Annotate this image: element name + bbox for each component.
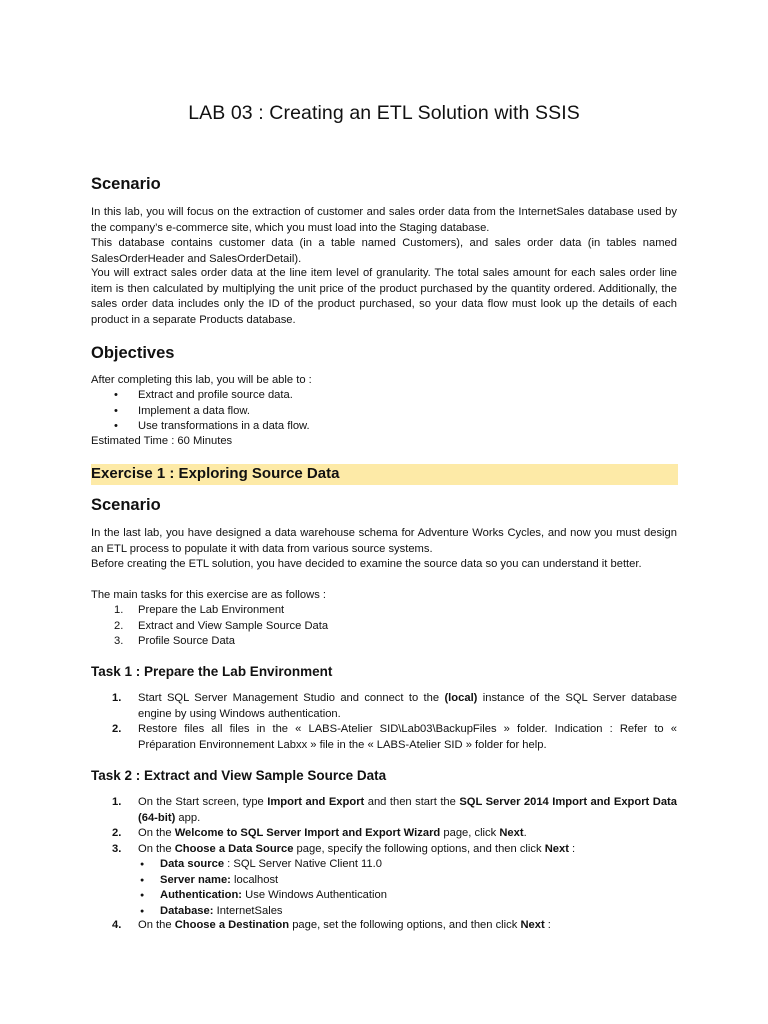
data-source-options <box>160 857 387 919</box>
list-item: 3. Profile Source Data <box>114 635 236 647</box>
exercise-paragraph-1: In the last lab, you have designed a data warehouse schema for Adventure Works Cycles, and now you must design an ETL process to populate it with data from various source systems. <box>91 527 677 555</box>
exercise-paragraph-2: Before creating the ETL solution, you have decided to examine the source data so you can understand it better. <box>91 558 642 570</box>
exercise-scenario-heading: Scenario <box>91 496 161 514</box>
task2-steps-continued <box>112 918 677 934</box>
exercise-tasks-intro: The main tasks for this exercise are as follows : <box>91 589 327 601</box>
task-step: 2. On the Welcome to SQL Server Import and Export Wizard page, click Next. <box>112 827 527 839</box>
task2-heading: Task 2 : Extract and View Sample Source Data <box>91 768 387 783</box>
task1-steps <box>112 691 678 753</box>
estimated-time: Estimated Time : 60 Minutes <box>91 435 233 447</box>
scenario-paragraph-3: You will extract sales order data at the line item level of granularity. The total sales amount for each sales order line item is then calculated by multiplying the unit price of the product purchased by the quantity ordered. Additionally, the sales order data includes only the ID of the product purchased, so your data flow must look up the details of each product in a separate Products database. <box>91 267 677 326</box>
list-item: • Implement a data flow. <box>138 404 310 420</box>
task-step: 1. On the Start screen, type Import and Export and then start the SQL Server 2014 Import and Export Data (64-bit) app. <box>112 796 677 824</box>
objectives-list <box>138 388 310 435</box>
exercise-title: Exercise 1 : Exploring Source Data <box>91 465 340 482</box>
objectives-intro: After completing this lab, you will be able to : <box>91 374 312 386</box>
task-step: 4. On the Choose a Destination page, set the following options, and then click Next : <box>112 919 551 931</box>
task2-steps <box>112 795 677 857</box>
exercise-task-list <box>114 603 329 650</box>
list-item: ● Database: InternetSales <box>160 904 387 920</box>
task-step: 3. On the Choose a Data Source page, specify the following options, and then click Next : <box>112 842 576 855</box>
scenario-paragraph-2: This database contains customer data (in a table named Customers), and sales order data (in tables named SalesOrderHeader and SalesOrderDetail). <box>91 237 677 265</box>
task1-heading: Task 1 : Prepare the Lab Environment <box>91 664 333 679</box>
list-item: ● Server name: localhost <box>160 873 387 889</box>
list-item: ● Data source : SQL Server Native Client 11.0 <box>160 857 387 873</box>
objectives-heading: Objectives <box>91 344 175 362</box>
list-item: • Extract and profile source data. <box>138 388 310 404</box>
list-item: 1. Prepare the Lab Environment <box>114 604 285 616</box>
list-item: 2. Extract and View Sample Source Data <box>114 619 329 632</box>
task-step: 1. Start SQL Server Management Studio and connect to the (local) instance of the SQL Server database engine by using Windows authentication. <box>112 692 678 720</box>
list-item: • Use transformations in a data flow. <box>138 419 310 435</box>
task-step: 2. Restore files all files in the « LABS-Atelier SID\Lab03\BackupFiles » folder. Indication : Refer to « Préparation Environnement Labxx » file in the « LABS-Atelier SID » folder for help. <box>112 723 677 751</box>
list-item: ● Authentication: Use Windows Authentication <box>160 888 387 904</box>
scenario-paragraph-1: In this lab, you will focus on the extraction of customer and sales order data from the InternetSales database used by the company’s e-commerce site, which you must load into the Staging database. <box>91 206 677 234</box>
scenario-heading: Scenario <box>91 175 161 193</box>
page-title: LAB 03 : Creating an ETL Solution with SSIS <box>188 102 580 124</box>
